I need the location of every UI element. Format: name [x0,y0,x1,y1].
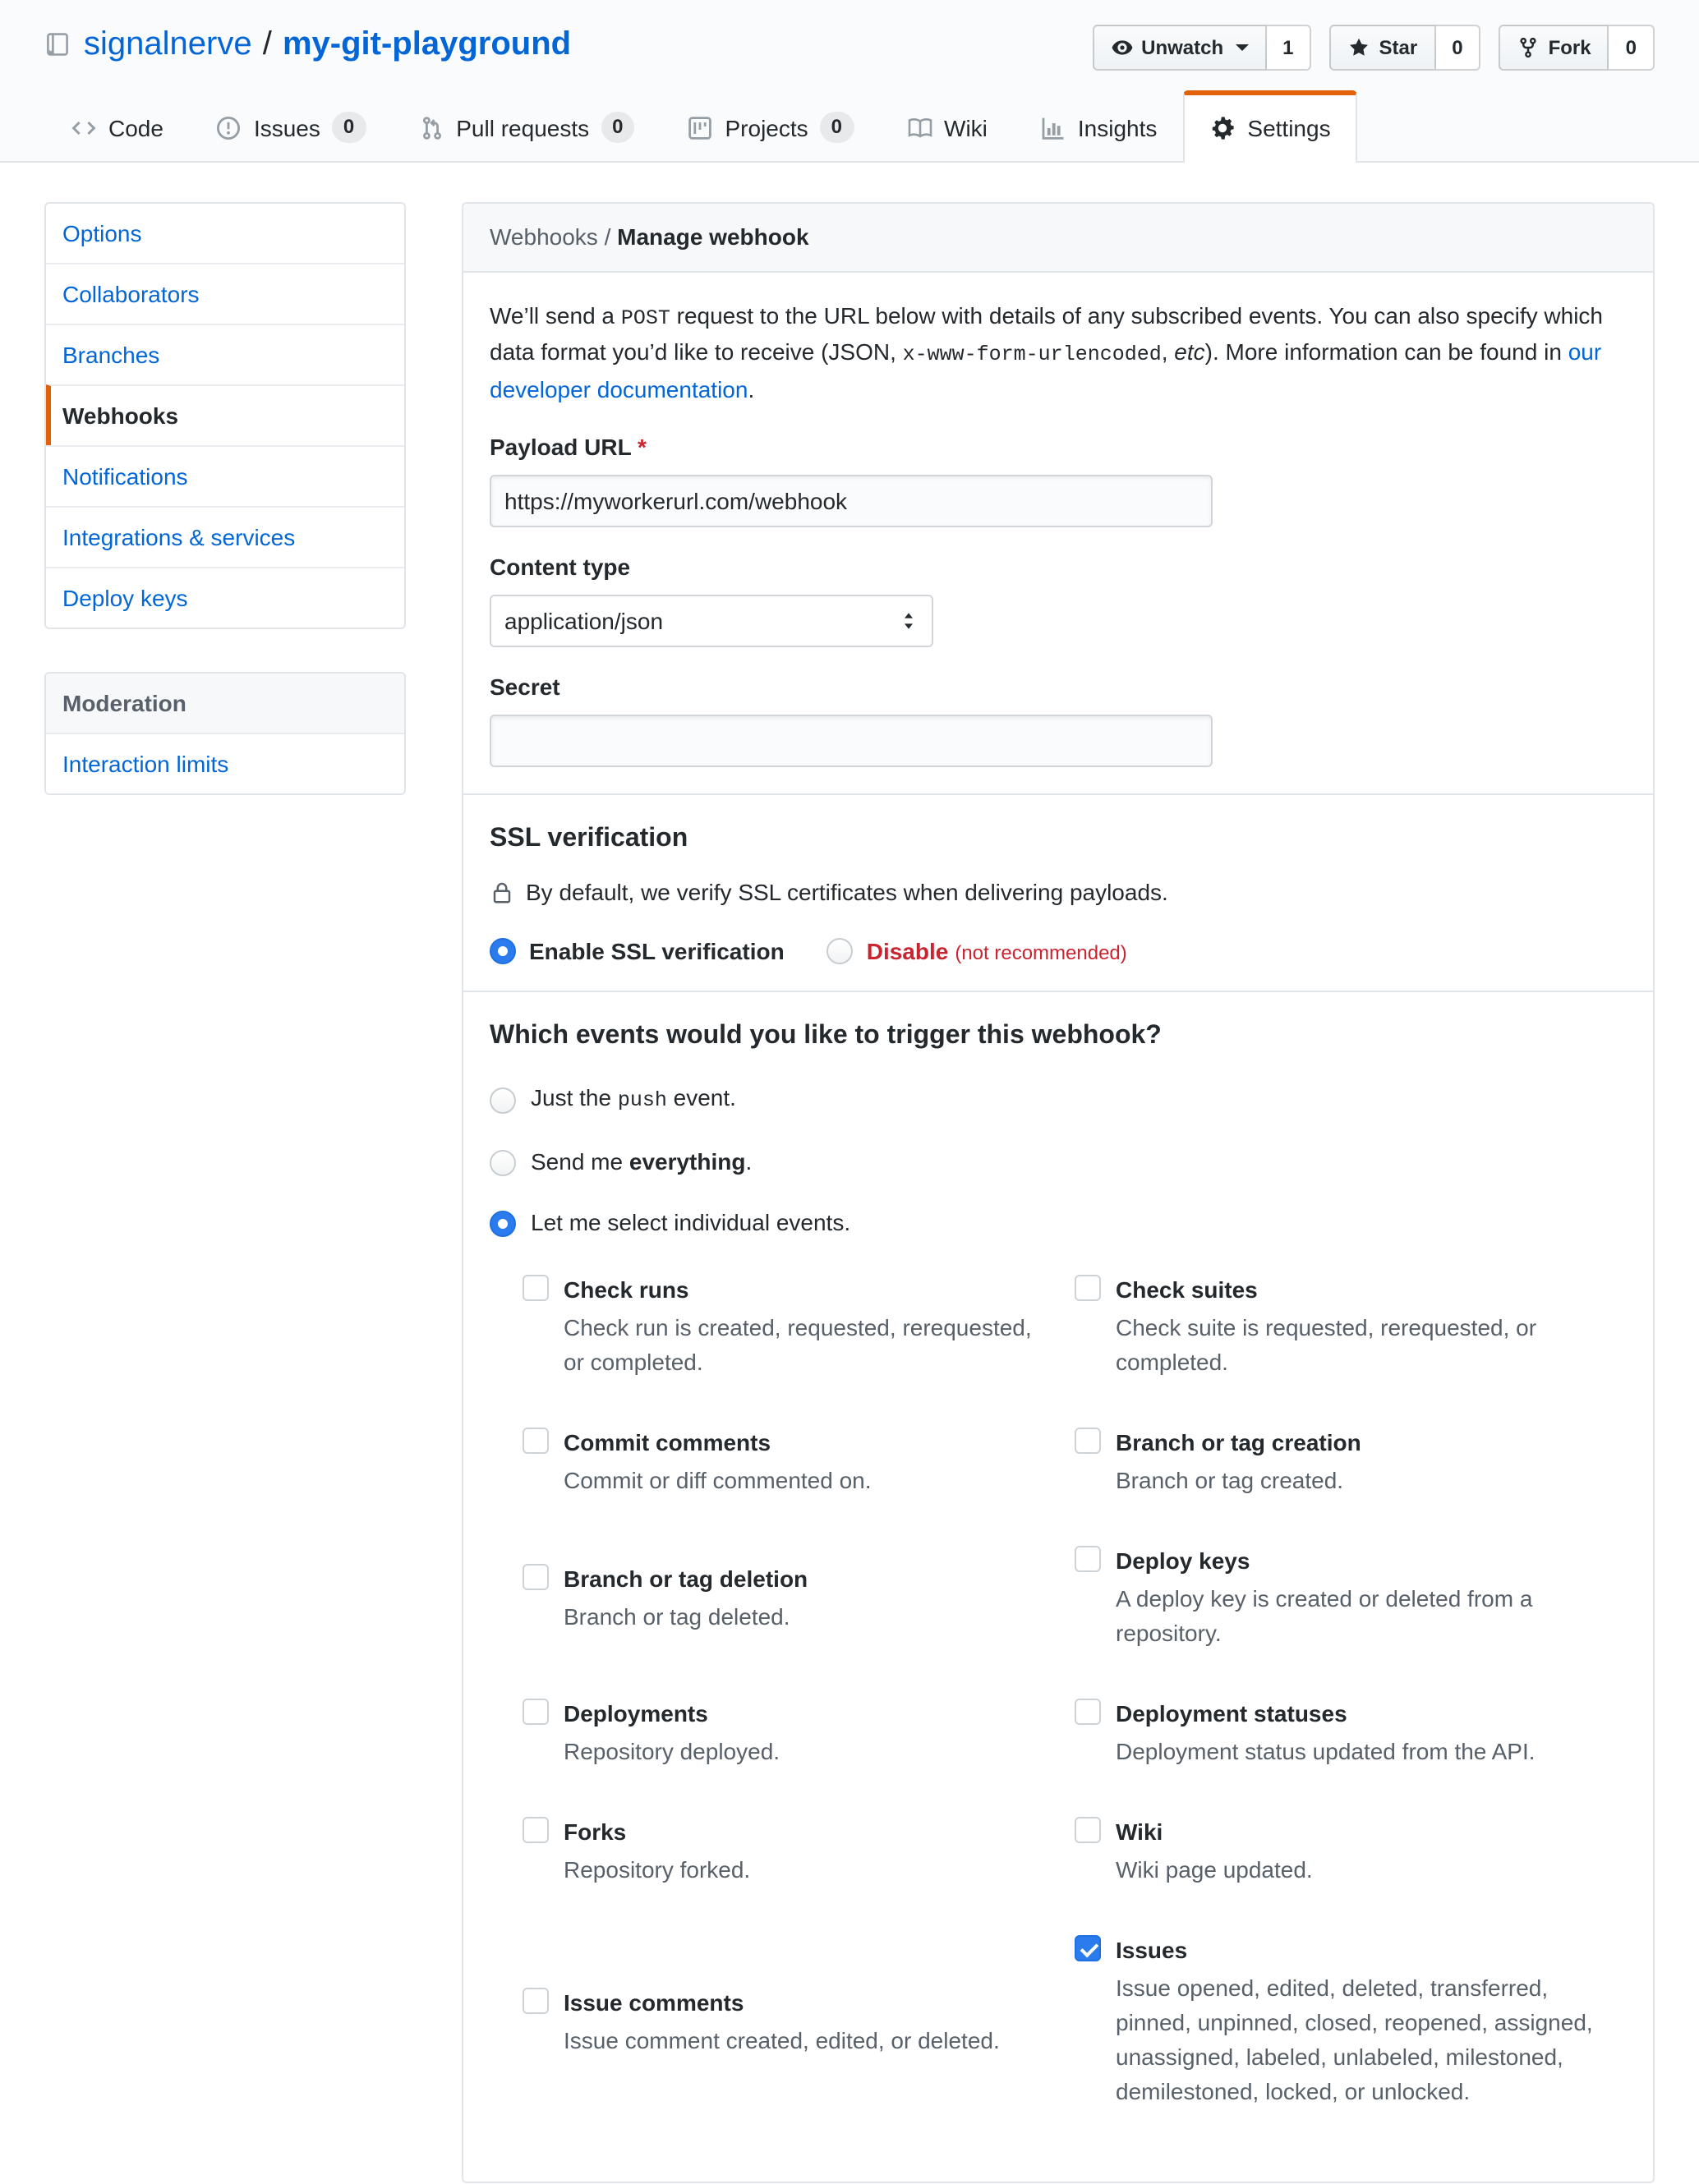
moderation-heading: Moderation [46,674,404,734]
repo-icon [44,31,71,57]
caret-down-icon [1235,44,1248,51]
repo-actions [1092,25,1655,71]
book-icon [906,114,932,140]
sidebar-item-branches[interactable]: Branches [46,324,404,384]
radio-icon[interactable] [490,939,516,965]
sidebar-item-notifications[interactable]: Notifications [46,445,404,506]
repo-header [0,0,1699,163]
event-deployments[interactable]: Deployments Repository deployed. [523,1698,1045,1770]
webhook-intro: We’ll send a POST request to the URL below with details of any subscribed events. You can also specify which data format you’d like to receive (JSON, x-www-form-urlencoded, etc). More information can be found in our developer documentation. [490,302,1604,402]
radio-icon[interactable] [827,939,854,965]
project-icon [688,114,714,140]
tab-code[interactable]: Code [44,90,190,163]
checkbox-icon[interactable] [523,1818,549,1844]
repo-name-link[interactable]: my-git-playground [282,26,572,62]
issue-opened-icon [216,114,242,140]
radio-icon[interactable] [490,1150,516,1176]
event-wiki[interactable]: Wiki Wiki page updated. [1075,1816,1597,1888]
event-deployment-statuses[interactable]: Deployment statuses Deployment status updated from the API. [1075,1698,1597,1770]
sidebar-item-options[interactable]: Options [62,220,142,246]
ssl-heading: SSL verification [490,825,688,853]
fork-icon [1517,36,1540,59]
breadcrumb-webhooks-link[interactable]: Webhooks [490,223,598,250]
event-issues[interactable]: Issues Issue opened, edited, deleted, transferred, pinned, unpinned, closed, reopened, assigned, unassigned, labeled, unlabeled, milestoned, demilestoned, locked, or unlocked. [1075,1934,1597,2110]
select-caret-icon [896,609,922,635]
checkbox-icon[interactable] [523,1699,549,1726]
payload-url-input[interactable] [490,476,1213,528]
events-heading: Which events would you like to trigger this webhook? [490,1022,1162,1051]
sidebar-item-interaction-limits[interactable]: Interaction limits [62,751,229,777]
tab-pull-requests[interactable]: Pull requests 0 [392,90,661,163]
checkbox-icon[interactable] [1075,1547,1101,1573]
checkbox-icon[interactable] [1075,1818,1101,1844]
repo-nav [44,90,1655,161]
sidebar-item-integrations[interactable]: Integrations & services [46,506,404,567]
tab-issues[interactable]: Issues 0 [190,90,392,163]
repo-title [44,23,571,66]
sidebar-item-collaborators[interactable]: Collaborators [46,263,404,324]
sidebar-item-deploy-keys[interactable]: Deploy keys [46,567,404,628]
developer-docs-link[interactable]: our developer documentation [490,338,1602,402]
tab-projects[interactable]: Projects 0 [661,90,881,163]
checkbox-icon[interactable] [523,1564,549,1590]
path-divider: / [262,26,272,62]
events-radio-everything[interactable]: Send me everything. [490,1146,1627,1180]
webhook-panel [462,202,1655,2184]
content-type-select[interactable]: application/json [490,595,933,648]
breadcrumb: Webhooks / Manage webhook [463,204,1653,273]
stargazers-count[interactable]: 0 [1435,25,1480,71]
event-checkbox-grid [523,1274,1627,2156]
watchers-count[interactable]: 1 [1266,25,1311,71]
forks-count[interactable]: 0 [1609,25,1655,71]
ssl-note: By default, we verify SSL certificates when delivering payloads. [490,876,1627,909]
eye-icon [1110,36,1133,59]
tab-insights[interactable]: Insights [1014,90,1184,163]
code-icon [71,114,97,140]
git-pull-request-icon [418,114,444,140]
checkbox-icon[interactable] [1075,1699,1101,1726]
tab-wiki[interactable]: Wiki [880,90,1014,163]
repo-owner-link[interactable]: signalnerve [84,26,252,62]
tab-settings[interactable]: Settings [1183,90,1356,163]
checkbox-icon[interactable] [523,1276,549,1302]
event-branch-tag-creation[interactable]: Branch or tag creation Branch or tag created. [1075,1427,1597,1499]
payload-url-label: Payload URL * [490,434,647,461]
required-asterisk: * [638,434,647,461]
events-radio-individual[interactable]: Let me select individual events. [490,1207,1627,1241]
star-button[interactable]: Star [1330,25,1436,71]
issues-counter: 0 [332,112,366,143]
event-forks[interactable]: Forks Repository forked. [523,1816,1045,1888]
event-branch-tag-deletion[interactable]: Branch or tag deletion Branch or tag deleted. [523,1562,1045,1635]
fork-button[interactable]: Fork [1499,25,1609,71]
checkbox-icon[interactable] [1075,1428,1101,1455]
projects-counter: 0 [820,112,854,143]
radio-icon[interactable] [490,1087,516,1114]
checkbox-icon[interactable] [1075,1936,1101,1962]
events-section [463,991,1653,2182]
ssl-section [463,794,1653,991]
events-radio-just-push[interactable]: Just the push event. [490,1082,1627,1120]
checkbox-icon[interactable] [523,1428,549,1455]
ssl-disable-radio[interactable]: Disable (not recommended) [827,939,1127,965]
gear-icon [1209,114,1236,140]
webhook-form-section [463,273,1653,794]
moderation-menu [44,672,406,795]
sidebar-item-webhooks[interactable]: Webhooks [46,384,404,445]
pull-requests-counter: 0 [601,112,634,143]
unwatch-button[interactable]: Unwatch [1092,25,1266,71]
secret-input[interactable] [490,715,1213,768]
checkbox-icon[interactable] [523,1988,549,2014]
event-issue-comments[interactable]: Issue comments Issue comment created, edited, or deleted. [523,1986,1045,2058]
radio-icon[interactable] [490,1211,516,1237]
event-check-runs[interactable]: Check runs Check run is created, requested, rerequested, or completed. [523,1274,1045,1381]
event-commit-comments[interactable]: Commit comments Commit or diff commented on. [523,1427,1045,1499]
event-deploy-keys[interactable]: Deploy keys A deploy key is created or deleted from a repository. [1075,1545,1597,1652]
checkbox-icon[interactable] [1075,1276,1101,1302]
settings-menu [44,202,406,629]
breadcrumb-current: Manage webhook [617,223,809,250]
graph-icon [1040,114,1066,140]
lock-icon [490,880,514,905]
settings-sidebar [44,202,406,795]
secret-label: Secret [490,674,560,701]
event-check-suites[interactable]: Check suites Check suite is requested, rerequested, or completed. [1075,1274,1597,1381]
ssl-enable-radio[interactable]: Enable SSL verification [490,939,785,965]
content-type-label: Content type [490,554,631,581]
star-icon [1348,36,1371,59]
